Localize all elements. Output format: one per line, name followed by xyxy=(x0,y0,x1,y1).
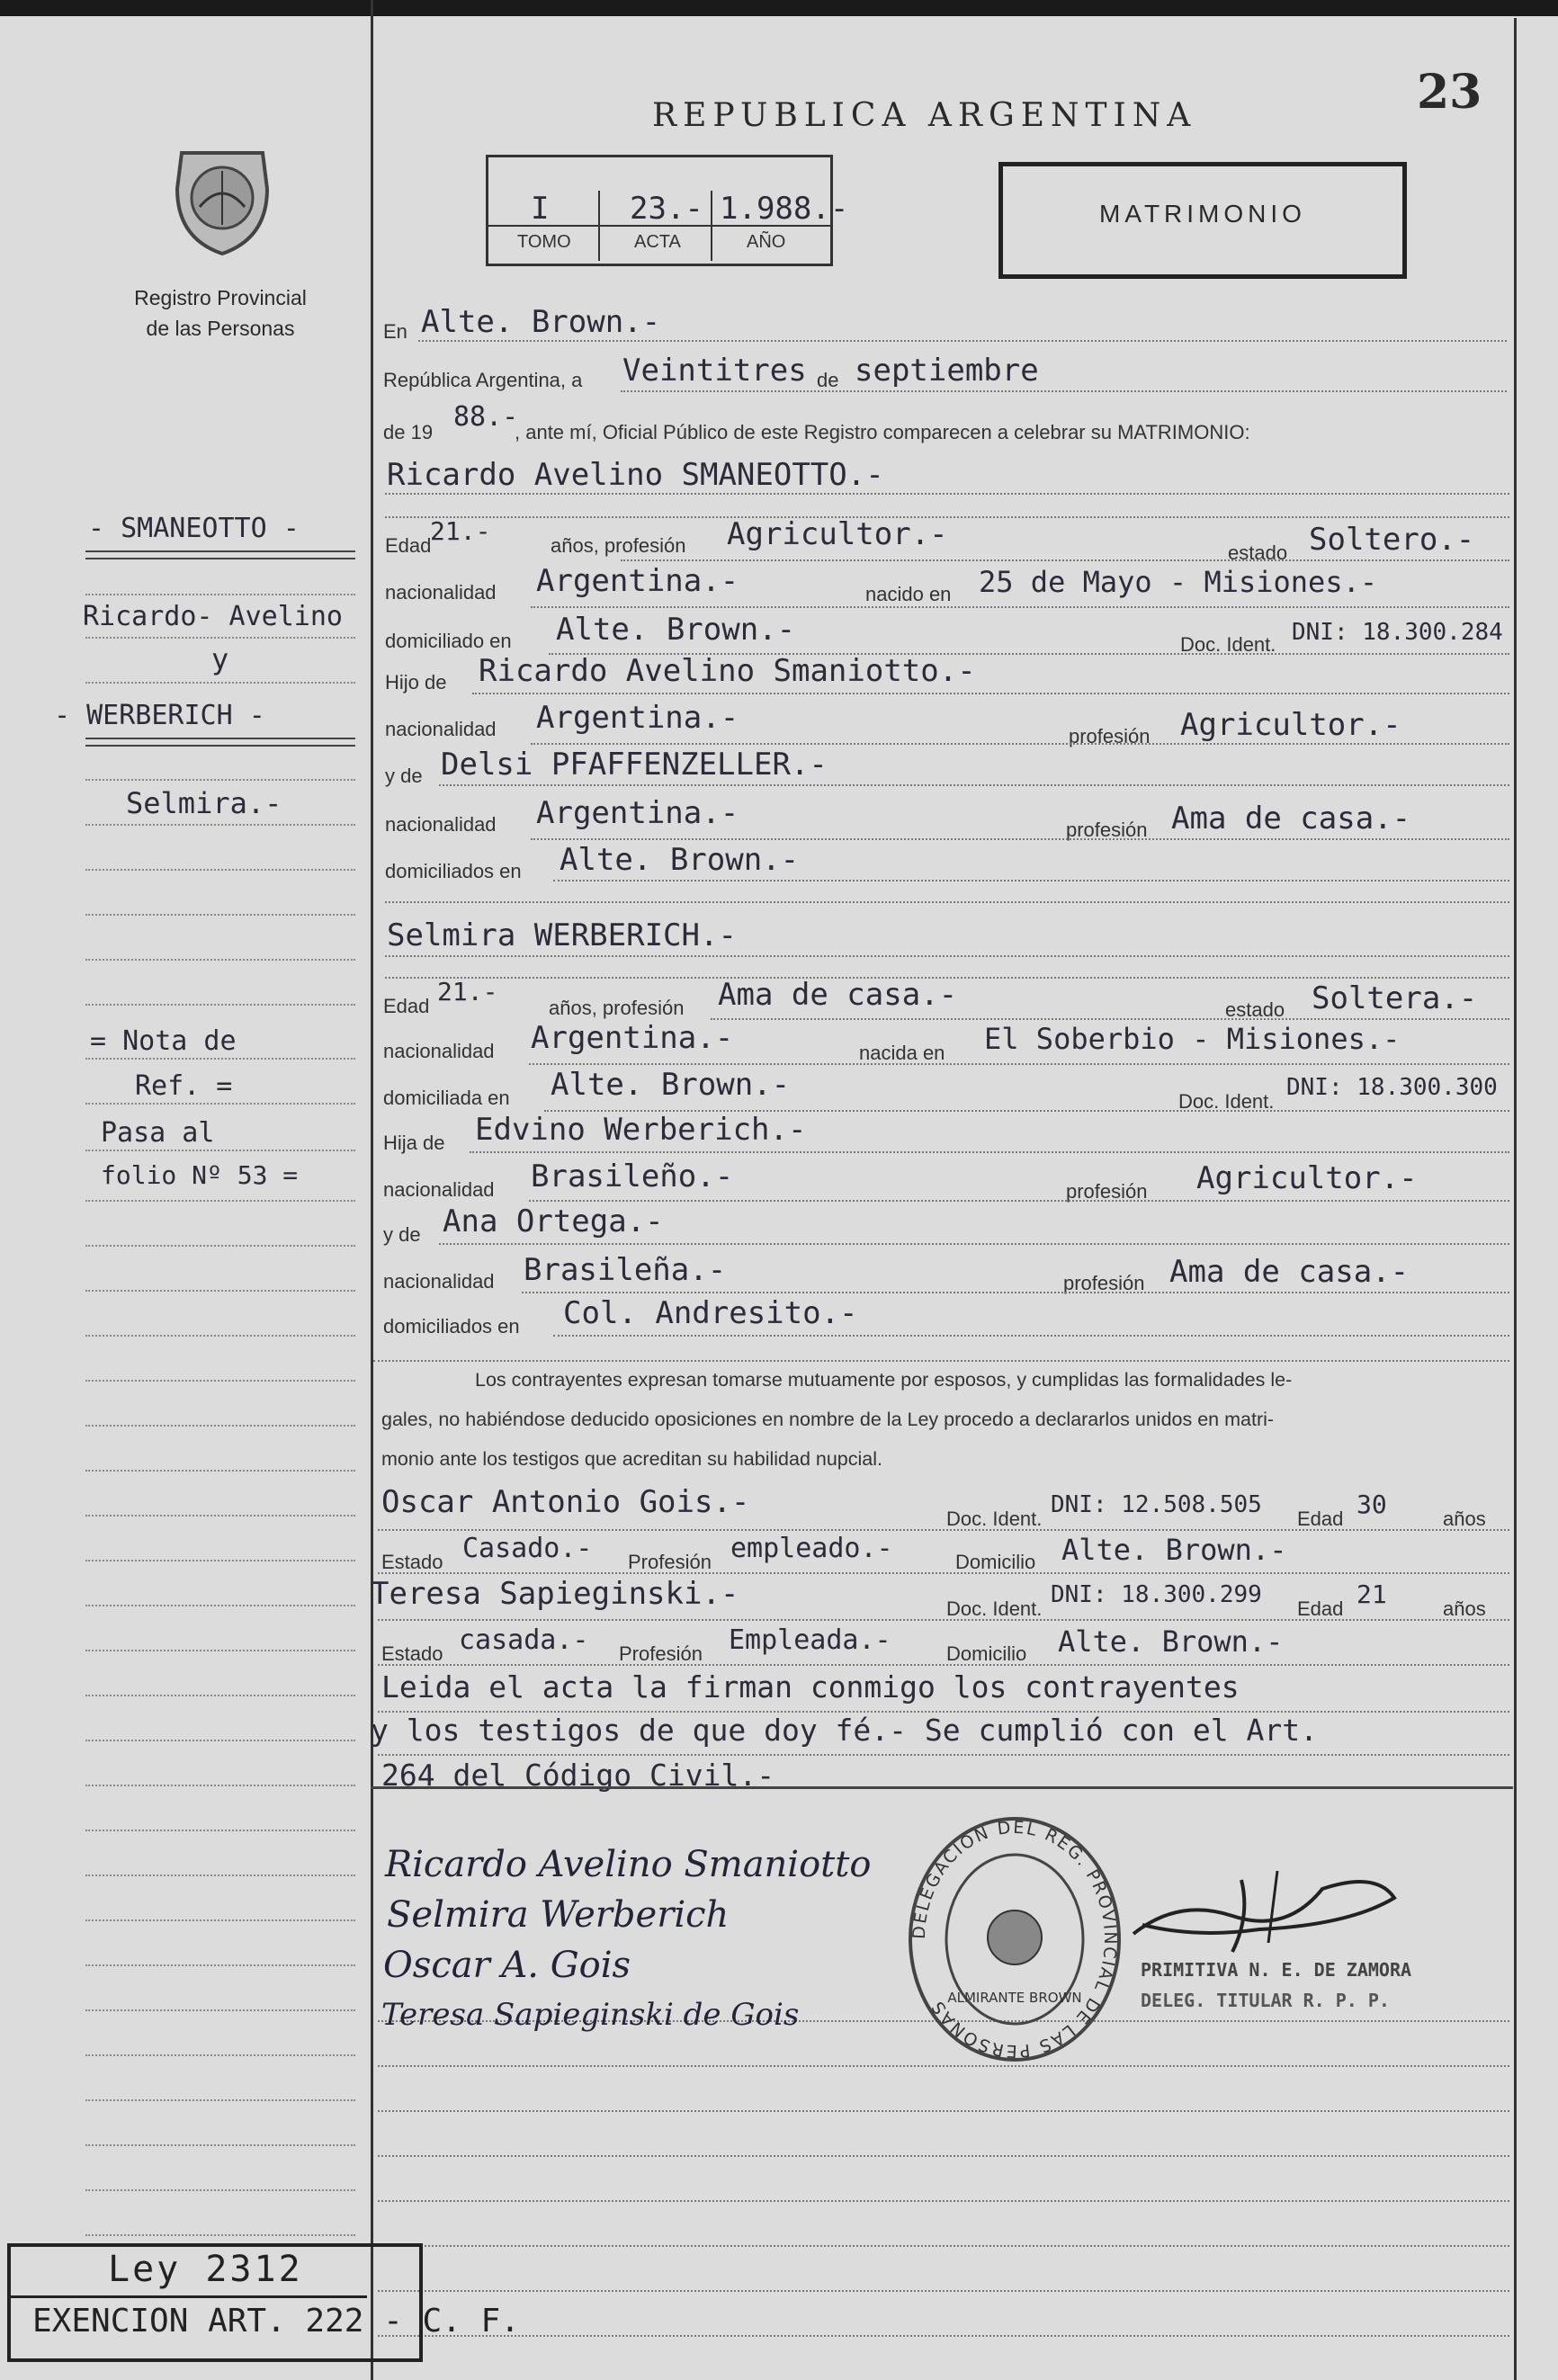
groom-doc-label: Doc. Ident. xyxy=(1180,633,1276,656)
groom-madre-nac: Argentina.- xyxy=(536,795,739,831)
witness-2-prof: Empleada.- xyxy=(729,1624,891,1656)
witness-2-edad-label: Edad xyxy=(1297,1597,1344,1620)
groom-padre-prof: Agricultor.- xyxy=(1180,707,1401,743)
tomo-value: I xyxy=(531,191,550,227)
witness-1-estado-label: Estado xyxy=(381,1551,443,1573)
comparecen-text: , ante mí, Oficial Público de este Registro comparecen a celebrar su MATRIMONIO: xyxy=(515,421,1250,443)
groom-domicilio: Alte. Brown.- xyxy=(556,612,796,648)
exemption-line-2: EXENCION ART. 222 - C. F. xyxy=(32,2303,520,2340)
groom-padre: Ricardo Avelino Smaniotto.- xyxy=(479,653,976,689)
bride-profesion: Ama de casa.- xyxy=(718,977,958,1013)
bride-padres-dom: Col. Andresito.- xyxy=(563,1295,858,1331)
groom-madre-prof-label: profesión xyxy=(1066,819,1148,841)
official-name: PRIMITIVA N. E. DE ZAMORA xyxy=(1141,1959,1412,1981)
witness-1-doc-label: Doc. Ident. xyxy=(946,1508,1043,1530)
bride-hija-label: Hija de xyxy=(383,1132,445,1154)
registry-stamp xyxy=(907,1813,1123,2065)
month-value: septiembre xyxy=(855,353,1039,389)
groom-estado-label: estado xyxy=(1228,541,1288,564)
margin-surname-2: - WERBERICH - xyxy=(54,700,265,731)
bride-padres-dom-label: domiciliados en xyxy=(383,1315,520,1338)
signature-bride: Selmira Werberich xyxy=(387,1894,730,1936)
bride-name: Selmira WERBERICH.- xyxy=(387,917,737,953)
groom-nacido-label: nacido en xyxy=(865,583,952,605)
groom-profesion: Agricultor.- xyxy=(727,516,948,552)
bride-estado-label: estado xyxy=(1225,998,1285,1021)
closing-line-2: y los testigos de que doy fé.- Se cumplió con el Art. xyxy=(371,1713,1318,1748)
groom-hijo-label: Hijo de xyxy=(385,671,447,693)
witness-1-doc: DNI: 12.508.505 xyxy=(1051,1491,1262,1518)
official-title: DELEG. TITULAR R. P. P. xyxy=(1141,1990,1390,2011)
groom-estado: Soltero.- xyxy=(1309,522,1475,558)
groom-padre-nac-label: nacionalidad xyxy=(385,718,497,740)
exemption-line-1: Ley 2312 xyxy=(108,2249,303,2290)
margin-note-3: Pasa al xyxy=(101,1117,215,1149)
bride-doc: DNI: 18.300.300 xyxy=(1286,1074,1498,1101)
bride-nacionalidad: Argentina.- xyxy=(531,1020,734,1056)
groom-name: Ricardo Avelino SMANEOTTO.- xyxy=(387,457,884,493)
bride-prof-label: años, profesión xyxy=(549,997,685,1019)
groom-padres-dom-label: domiciliados en xyxy=(385,860,522,882)
tomo-label: TOMO xyxy=(517,232,571,252)
registry-name: Registro Provincial de las Personas xyxy=(134,286,307,340)
margin-names-1: Ricardo- Avelino xyxy=(83,601,343,632)
bride-nacida: El Soberbio - Misiones.- xyxy=(984,1022,1401,1056)
bride-yde-label: y de xyxy=(383,1223,421,1246)
bride-edad: 21.- xyxy=(437,977,498,1007)
witness-2-dom: Alte. Brown.- xyxy=(1058,1624,1284,1659)
bride-edad-label: Edad xyxy=(383,995,430,1017)
witness-1-name: Oscar Antonio Gois.- xyxy=(381,1484,750,1520)
closing-line-1: Leida el acta la firman conmigo los contrayentes xyxy=(381,1669,1240,1704)
groom-madre: Delsi PFAFFENZELLER.- xyxy=(441,747,828,783)
margin-note-4: folio Nº 53 = xyxy=(101,1160,299,1190)
witness-1-edad: 30 xyxy=(1357,1490,1387,1519)
bride-madre: Ana Ortega.- xyxy=(443,1203,664,1239)
groom-edad: 21.- xyxy=(430,516,491,546)
bride-domicilio: Alte. Brown.- xyxy=(551,1067,791,1103)
acta-label: ACTA xyxy=(634,232,681,252)
groom-doc: DNI: 18.300.284 xyxy=(1292,619,1503,646)
witness-1-estado: Casado.- xyxy=(462,1533,593,1564)
de-label: de xyxy=(817,369,839,391)
bride-doc-label: Doc. Ident. xyxy=(1178,1090,1275,1113)
witness-1-prof: empleado.- xyxy=(730,1533,893,1564)
witness-2-doc-label: Doc. Ident. xyxy=(946,1597,1043,1620)
groom-nac-label: nacionalidad xyxy=(385,581,497,604)
witness-2-prof-label: Profesión xyxy=(619,1642,703,1665)
groom-edad-label: Edad xyxy=(385,534,432,557)
acta-value: 23.- xyxy=(630,191,703,227)
groom-prof-label: años, profesión xyxy=(551,534,686,557)
formula-line-2: gales, no habiéndose deducido oposiciones en nombre de la Ley procedo a declararlos unidos en matri- xyxy=(381,1409,1275,1430)
act-type: MATRIMONIO xyxy=(1099,200,1306,228)
witness-2-dom-label: Domicilio xyxy=(946,1642,1027,1665)
witness-1-dom: Alte. Brown.- xyxy=(1061,1533,1287,1567)
witness-1-anos-label: años xyxy=(1443,1508,1486,1530)
witness-1-prof-label: Profesión xyxy=(628,1551,712,1573)
groom-madre-prof: Ama de casa.- xyxy=(1171,801,1411,837)
stamp-inner-text: ALMIRANTE BROWN xyxy=(947,1990,1082,2006)
en-label: En xyxy=(383,320,407,343)
groom-nacido: 25 de Mayo - Misiones.- xyxy=(979,565,1378,599)
groom-padres-dom: Alte. Brown.- xyxy=(560,842,800,878)
bride-padre-nac-label: nacionalidad xyxy=(383,1178,495,1201)
province-seal xyxy=(164,135,281,261)
witness-2-doc: DNI: 18.300.299 xyxy=(1051,1581,1262,1608)
bride-dom-label: domiciliada en xyxy=(383,1087,510,1109)
day-value: Veintitres xyxy=(622,353,807,389)
witness-1-dom-label: Domicilio xyxy=(955,1551,1036,1573)
bride-padre-prof-label: profesión xyxy=(1066,1180,1148,1203)
margin-conj: y xyxy=(211,642,229,676)
signature-witness-2: Teresa Sapieginski de Gois xyxy=(381,1997,800,2033)
groom-yde-label: y de xyxy=(385,765,423,787)
bride-estado: Soltera.- xyxy=(1312,980,1478,1016)
witness-2-name: Teresa Sapieginski.- xyxy=(371,1576,739,1612)
signature-groom: Ricardo Avelino Smaniotto xyxy=(385,1844,872,1885)
bride-madre-nac-label: nacionalidad xyxy=(383,1270,495,1293)
groom-madre-nac-label: nacionalidad xyxy=(385,813,497,836)
ano-value: 1.988.- xyxy=(720,191,849,227)
page-number: 23 xyxy=(1417,65,1482,120)
signature-witness-1: Oscar A. Gois xyxy=(383,1945,631,1986)
witness-1-edad-label: Edad xyxy=(1297,1508,1344,1530)
formula-line-3: monio ante los testigos que acreditan su habilidad nupcial. xyxy=(381,1448,882,1470)
bride-padre-nac: Brasileño.- xyxy=(531,1159,734,1194)
top-border xyxy=(0,0,1558,16)
witness-2-anos-label: años xyxy=(1443,1597,1486,1620)
groom-nacionalidad: Argentina.- xyxy=(536,563,739,599)
margin-names-2: Selmira.- xyxy=(126,786,282,820)
witness-2-estado-label: Estado xyxy=(381,1642,443,1665)
right-border xyxy=(1514,18,1517,2380)
margin-note-1: = Nota de xyxy=(90,1025,237,1057)
ano-label: AÑO xyxy=(747,232,786,252)
groom-padre-nac: Argentina.- xyxy=(536,700,739,736)
witness-2-estado: casada.- xyxy=(459,1624,589,1656)
formula-line-1: Los contrayentes expresan tomarse mutuamente por esposos, y cumplidas las formalidades le- xyxy=(475,1369,1293,1391)
groom-padre-prof-label: profesión xyxy=(1069,725,1151,747)
bride-madre-prof: Ama de casa.- xyxy=(1169,1254,1410,1290)
bride-padre: Edvino Werberich.- xyxy=(475,1112,807,1148)
margin-surname-1: - SMANEOTTO - xyxy=(88,513,300,544)
stamp-ring-text: DELEGACION DEL REG. PROVINCIAL DE LAS PERSONAS xyxy=(909,1817,1121,2062)
place-value: Alte. Brown.- xyxy=(421,304,661,340)
groom-dom-label: domiciliado en xyxy=(385,630,512,652)
closing-line-3: 264 del Código Civil.- xyxy=(381,1758,775,1793)
country-title: REPUBLICA ARGENTINA xyxy=(652,97,1197,134)
year-prefix: de 19 xyxy=(383,421,434,443)
witness-2-edad: 21 xyxy=(1357,1579,1387,1609)
year-value: 88.- xyxy=(453,401,519,433)
bride-madre-nac: Brasileña.- xyxy=(524,1252,727,1288)
official-signature xyxy=(1124,1862,1403,1961)
bride-madre-prof-label: profesión xyxy=(1063,1272,1145,1294)
bride-nac-label: nacionalidad xyxy=(383,1040,495,1062)
margin-divider xyxy=(371,0,373,2380)
bride-nacida-label: nacida en xyxy=(859,1042,945,1064)
margin-note-2: Ref. = xyxy=(135,1070,233,1102)
bride-padre-prof: Agricultor.- xyxy=(1196,1160,1418,1196)
republica-label: República Argentina, a xyxy=(383,369,583,391)
